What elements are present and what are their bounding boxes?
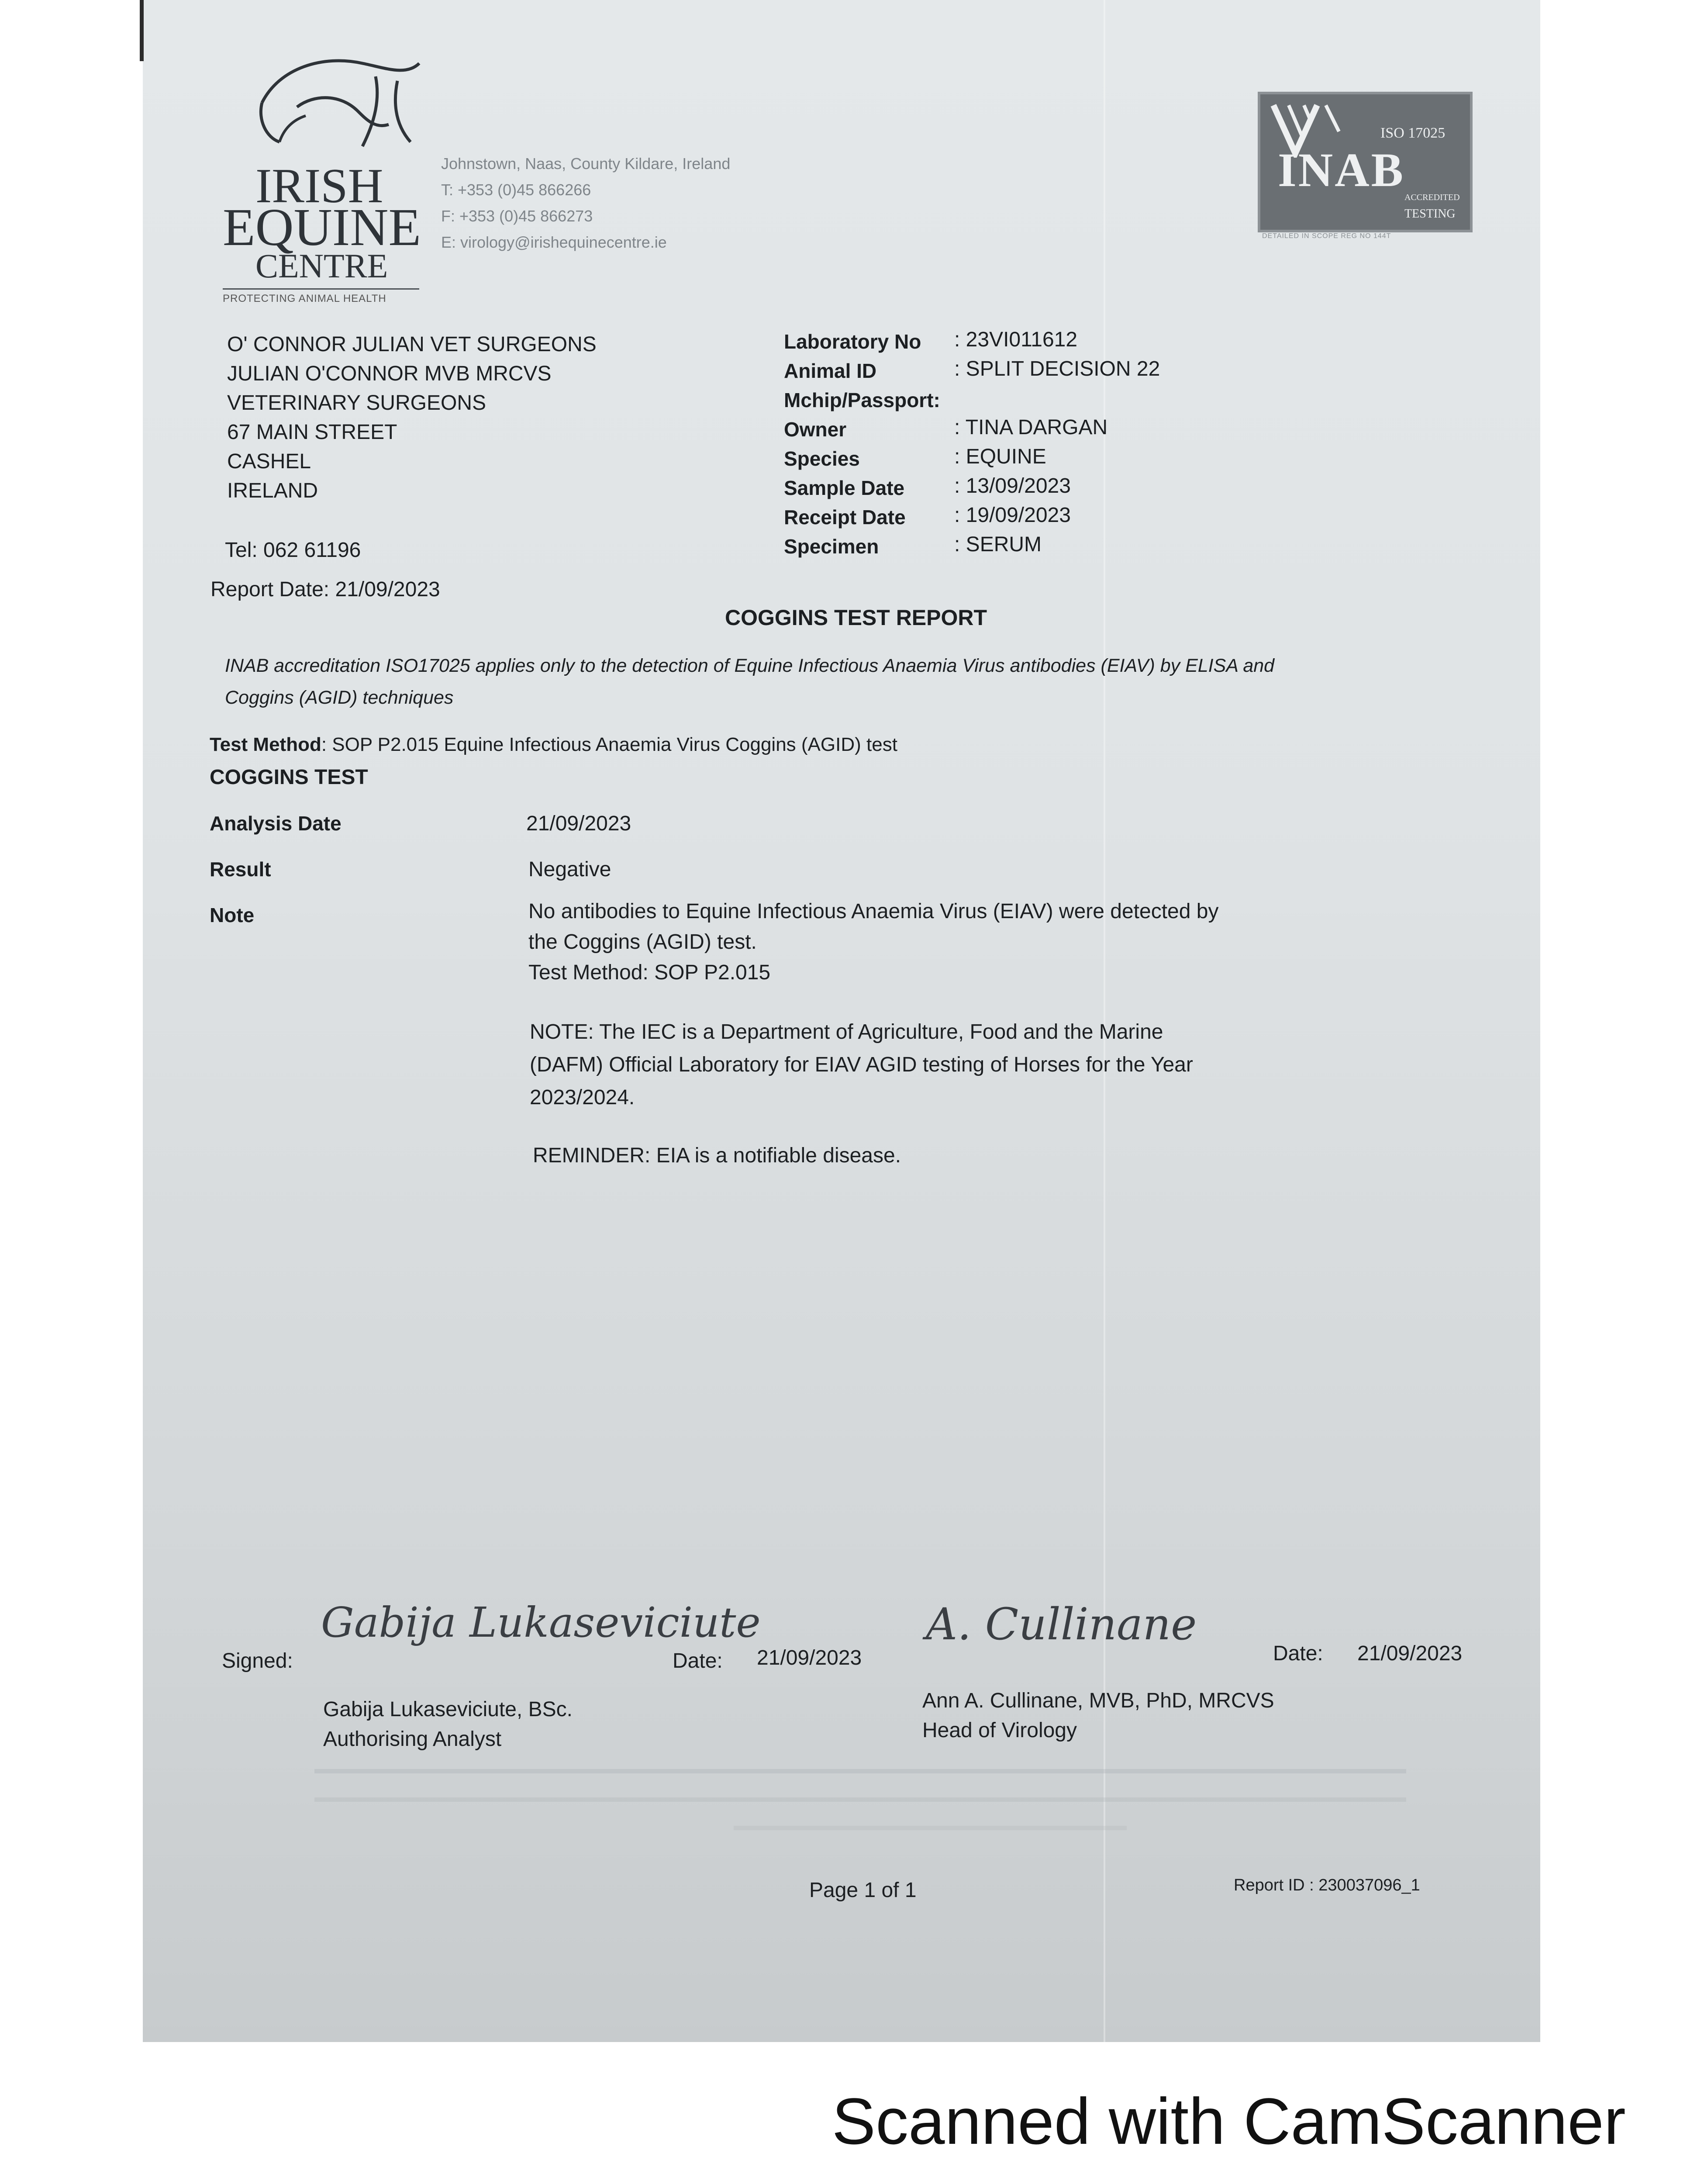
sample-info-label: Animal ID (784, 359, 877, 382)
report-id: Report ID : 230037096_1 (1234, 1876, 1420, 1894)
report-title: COGGINS TEST REPORT (725, 605, 987, 630)
result-value: Negative (528, 858, 611, 881)
lab-fax: F: +353 (0)45 866273 (441, 207, 593, 225)
accreditation-line: INAB accreditation ISO17025 applies only to the detection of Equine Infectious Anaemia Virus antibodies (EIAV) by ELISA and (225, 655, 1275, 676)
signer2-name: Ann A. Cullinane, MVB, PhD, MRCVS (922, 1689, 1274, 1712)
sample-info-label: Sample Date (784, 477, 905, 499)
date1-label: Date: (673, 1649, 723, 1673)
note-line: No antibodies to Equine Infectious Anaemia Virus (EIAV) were detected by (528, 900, 1219, 923)
recipient-tel: Tel: 062 61196 (225, 539, 361, 562)
sample-info-label: Specimen (784, 535, 879, 558)
inab-scope-detail: DETAILED IN SCOPE REG NO 144T (1262, 232, 1391, 240)
note-text (528, 896, 1218, 988)
logo-text-equine: EQUINE (223, 198, 421, 257)
logo-tagline: PROTECTING ANIMAL HEALTH (223, 293, 386, 304)
accreditation-statement (225, 650, 1274, 714)
test-method-label: Test Method (210, 734, 321, 755)
lab-contact-block (441, 151, 730, 256)
bleed-through-line (314, 1797, 1406, 1802)
analysis-date-label: Analysis Date (210, 812, 342, 835)
recipient-line: IRELAND (227, 479, 318, 502)
logo-divider (223, 288, 419, 290)
note-line: Test Method: SOP P2.015 (528, 961, 771, 984)
inab-accredited: ACCREDITED (1404, 193, 1460, 202)
signed-label: Signed: (222, 1649, 293, 1673)
note-line: the Coggins (AGID) test. (528, 930, 757, 954)
reminder-text: REMINDER: EIA is a notifiable disease. (533, 1144, 901, 1167)
lab-phone: T: +353 (0)45 866266 (441, 181, 591, 199)
recipient-line: O' CONNOR JULIAN VET SURGEONS (227, 333, 597, 356)
report-date: Report Date: 21/09/2023 (210, 578, 440, 601)
sample-info-label: Species (784, 447, 860, 470)
sample-info-value: : 13/09/2023 (954, 474, 1071, 498)
sample-info-value: : EQUINE (954, 445, 1046, 468)
bleed-through-line (314, 1769, 1406, 1773)
irish-equine-centre-logo (223, 50, 428, 312)
sample-info-label: Mchip/Passport: (784, 389, 940, 411)
sample-info-label: Receipt Date (784, 506, 906, 529)
signer2-block (922, 1686, 1274, 1745)
section-title: COGGINS TEST (210, 766, 368, 789)
sample-info-label: Laboratory No (784, 330, 921, 353)
signer1-block (323, 1695, 573, 1754)
sample-info-values (954, 328, 1160, 562)
recipient-line: VETERINARY SURGEONS (227, 391, 486, 415)
paper-edge (140, 0, 144, 61)
signature-head-virology: A. Cullinane (926, 1599, 1197, 1650)
lab-email: E: virology@irishequinecentre.ie (441, 233, 667, 251)
accreditation-line: Coggins (AGID) techniques (225, 687, 454, 708)
inab-iso-label: ISO 17025 (1380, 125, 1446, 141)
signer1-name: Gabija Lukaseviciute, BSc. (323, 1698, 573, 1721)
camscanner-watermark: Scanned with CamScanner (832, 2084, 1626, 2158)
result-label: Result (210, 858, 271, 881)
recipient-line: 67 MAIN STREET (227, 421, 397, 444)
note-label: Note (210, 904, 255, 926)
sample-info-label: Owner (784, 418, 847, 441)
signer1-title: Authorising Analyst (323, 1728, 502, 1751)
signer2-title: Head of Virology (922, 1719, 1077, 1742)
bleed-through-line (734, 1826, 1127, 1830)
signature-analyst: Gabija Lukaseviciute (321, 1599, 761, 1647)
sample-info-value: : SERUM (954, 533, 1042, 556)
test-method-value: : SOP P2.015 Equine Infectious Anaemia Virus Coggins (AGID) test (321, 734, 897, 755)
sample-info-value: : TINA DARGAN (954, 416, 1108, 439)
date1-value: 21/09/2023 (757, 1646, 862, 1669)
analysis-date-value: 21/09/2023 (526, 812, 631, 835)
logo-text-centre: CENTRE (255, 247, 388, 285)
notice-line: 2023/2024. (530, 1086, 635, 1109)
dafm-notice (530, 1016, 1193, 1114)
notice-line: NOTE: The IEC is a Department of Agriculture, Food and the Marine (530, 1020, 1163, 1044)
date2-label: Date: (1273, 1642, 1323, 1665)
test-method (210, 734, 897, 756)
recipient-address (227, 330, 597, 505)
recipient-line: CASHEL (227, 450, 311, 473)
sample-info-labels (784, 330, 940, 564)
inab-accreditation-badge (1258, 92, 1473, 232)
notice-line: (DAFM) Official Laboratory for EIAV AGID testing of Horses for the Year (530, 1053, 1193, 1076)
sample-info-value: : SPLIT DECISION 22 (954, 357, 1160, 380)
horse-head-logo-icon (245, 50, 428, 155)
date2-value: 21/09/2023 (1357, 1642, 1463, 1665)
inab-testing: TESTING (1404, 207, 1456, 221)
lab-address: Johnstown, Naas, County Kildare, Ireland (441, 155, 731, 173)
sample-info-value: : 23VI011612 (954, 328, 1078, 351)
sample-info-value (954, 386, 1160, 415)
logo-text-irish: IRISH (255, 159, 383, 213)
inab-name: INAB (1278, 143, 1405, 197)
page-number: Page 1 of 1 (809, 1879, 917, 1902)
recipient-line: JULIAN O'CONNOR MVB MRCVS (227, 362, 552, 385)
sample-info-value: : 19/09/2023 (954, 504, 1071, 527)
